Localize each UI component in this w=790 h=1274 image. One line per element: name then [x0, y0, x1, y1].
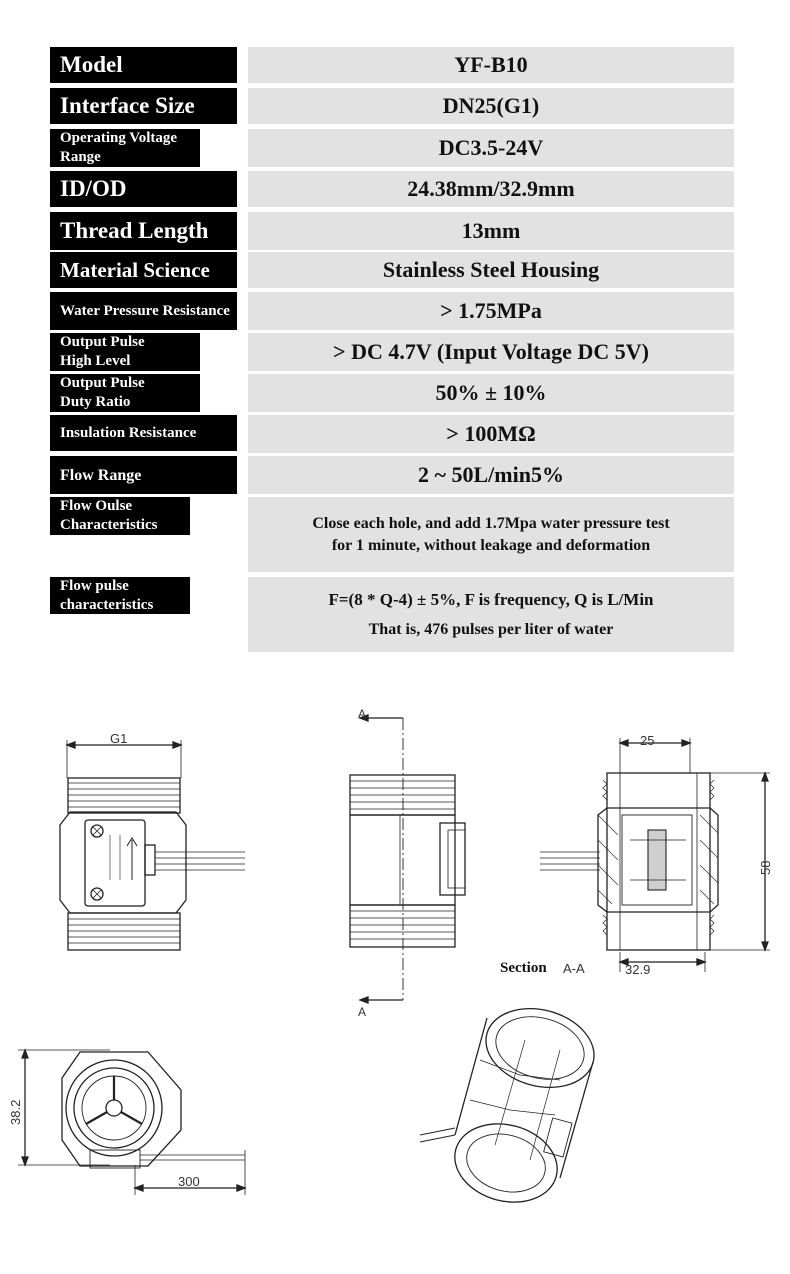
section-width-dim: 32.9	[625, 962, 651, 977]
front-dim-label: G1	[110, 731, 128, 746]
spec-label: Output Pulse Duty Ratio	[50, 374, 200, 412]
spec-label: Water Pressure Resistance	[50, 292, 237, 330]
spec-value-line: for 1 minute, without leakage and deformation	[331, 536, 651, 554]
spec-label: Flow Oulse Characteristics	[50, 497, 190, 535]
spec-value: 24.38mm/32.9mm	[248, 171, 734, 207]
side-view-drawing	[350, 707, 465, 1019]
end-view-drawing	[8, 1050, 245, 1195]
spec-label: Interface Size	[50, 88, 237, 124]
spec-value: DC3.5-24V	[248, 129, 734, 167]
section-view-drawing	[500, 733, 773, 977]
spec-value-line: F=(8 * Q-4) ± 5%, F is frequency, Q is L/Min	[328, 589, 654, 609]
spec-value: > DC 4.7V (Input Voltage DC 5V)	[248, 333, 734, 371]
spec-label: ID/OD	[50, 171, 237, 207]
spec-value: YF-B10	[248, 47, 734, 83]
spec-value: Stainless Steel Housing	[248, 252, 734, 288]
spec-label: Flow Range	[50, 456, 237, 494]
section-marker-top: A	[358, 707, 367, 721]
spec-value: DN25(G1)	[248, 88, 734, 124]
section-label: Section	[500, 960, 547, 976]
section-label-suffix: A-A	[563, 961, 585, 976]
spec-label: Operating Voltage Range	[50, 129, 200, 167]
spec-label: Insulation Resistance	[50, 415, 237, 451]
isometric-view-drawing	[420, 997, 603, 1213]
spec-label: Thread Length	[50, 212, 237, 250]
spec-label: Model	[50, 47, 237, 83]
spec-value-line: Close each hole, and add 1.7Mpa water pressure test	[312, 514, 670, 532]
cable-length-dim: 300	[178, 1174, 200, 1189]
spec-label: Material Science	[50, 252, 237, 288]
spec-value-line: That is, 476 pulses per liter of water	[368, 620, 614, 638]
section-height-dim: 58	[758, 860, 773, 875]
section-top-dim: 25	[640, 733, 655, 748]
spec-value: > 100MΩ	[248, 415, 734, 453]
end-height-dim: 38.2	[8, 1099, 23, 1125]
section-marker-bottom: A	[358, 1005, 367, 1019]
front-view-drawing	[60, 731, 245, 950]
spec-value: 13mm	[248, 212, 734, 250]
spec-value: > 1.75MPa	[248, 292, 734, 330]
spec-value: 2 ~ 50L/min5%	[248, 456, 734, 494]
spec-value: 50% ± 10%	[248, 374, 734, 412]
spec-label: Flow pulse characteristics	[50, 577, 190, 614]
spec-label: Output Pulse High Level	[50, 333, 200, 371]
